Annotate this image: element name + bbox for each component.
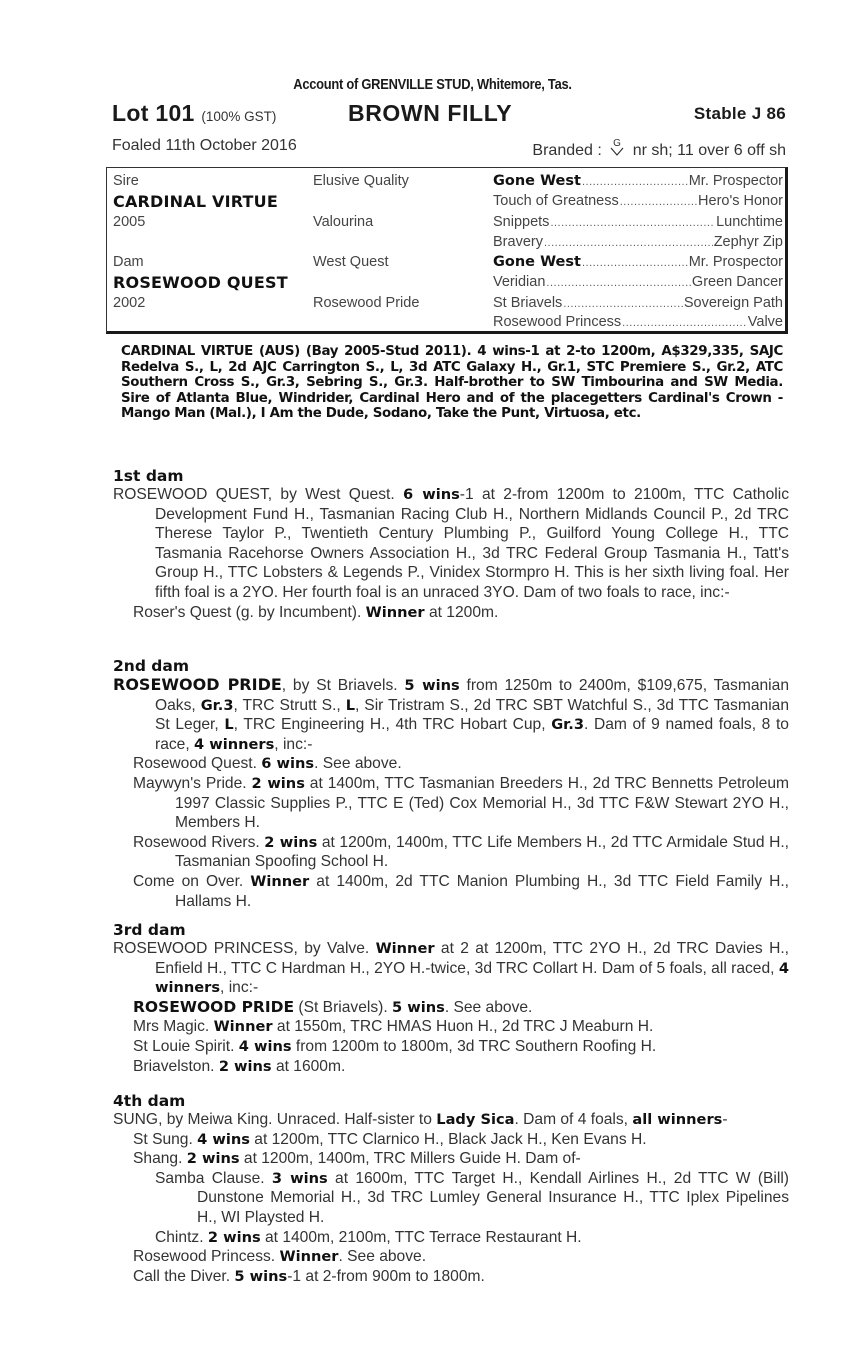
winners: all winners bbox=[632, 1111, 723, 1128]
text: at 1200m. bbox=[424, 603, 499, 621]
progeny-item bbox=[113, 998, 789, 1018]
ancestor-left: Gone West bbox=[493, 173, 581, 189]
progeny-name: Rosewood Princess. bbox=[133, 1248, 280, 1266]
text: from 1250m to 2400m, $109,675, Tasmanian Oaks, bbox=[155, 677, 789, 714]
lot-header bbox=[112, 100, 788, 128]
third-dam-section bbox=[113, 920, 789, 1076]
grade: L bbox=[345, 696, 356, 714]
progeny-name: Come on Over. bbox=[133, 872, 251, 890]
ancestor-right: Lunchtime bbox=[716, 214, 783, 230]
progeny-item bbox=[113, 1267, 789, 1287]
wins: 3 wins bbox=[271, 1169, 328, 1187]
section-heading: 3rd dam bbox=[113, 921, 186, 939]
ancestor-right: Sovereign Path bbox=[683, 295, 783, 311]
colour-sex: BROWN FILLY bbox=[348, 100, 513, 126]
text: . Dam of 4 foals, bbox=[514, 1111, 633, 1128]
dam-name: SUNG bbox=[113, 1111, 159, 1128]
second-dam-section bbox=[113, 656, 789, 911]
ancestor-left: Snippets bbox=[493, 214, 550, 230]
branded-label: Branded : bbox=[532, 142, 602, 159]
foaled-branded-line bbox=[112, 137, 788, 159]
progeny-name: Rosewood Rivers. bbox=[133, 833, 265, 851]
dam-description bbox=[113, 675, 789, 754]
text: , by St Briavels. bbox=[281, 677, 405, 694]
svg-text:G: G bbox=[613, 138, 622, 149]
grade: Gr.3 bbox=[551, 716, 584, 734]
g-over-v-brand-icon bbox=[608, 137, 626, 157]
ancestor-right: Mr. Prospector bbox=[688, 173, 783, 189]
sire-dam: Valourina bbox=[313, 214, 374, 230]
pedigree-gen3-row bbox=[493, 254, 783, 274]
text: , inc:- bbox=[274, 735, 313, 753]
grand-progeny-item bbox=[113, 1228, 789, 1248]
text: (St Briavels). bbox=[294, 998, 393, 1016]
leader-dots bbox=[582, 176, 688, 188]
text: at 1200m, TTC Clarnico H., Black Jack H., Ken Evans H. bbox=[249, 1130, 647, 1148]
progeny-name: ROSEWOOD PRIDE bbox=[133, 997, 295, 1016]
wins: 5 wins bbox=[234, 1267, 288, 1285]
lot-label: Lot 101 bbox=[112, 100, 195, 126]
dam-name: ROSEWOOD PRINCESS bbox=[113, 940, 294, 957]
text: . See above. bbox=[444, 998, 533, 1016]
text: at 1600m. bbox=[271, 1057, 346, 1075]
leader-dots bbox=[622, 317, 747, 329]
gst-note: (100% GST) bbox=[201, 109, 277, 124]
progeny-name: Mrs Magic. bbox=[133, 1018, 214, 1036]
sire-sire: Elusive Quality bbox=[313, 173, 409, 189]
progeny-item bbox=[113, 1247, 789, 1267]
wins: 6 wins bbox=[403, 486, 460, 503]
first-dam-section bbox=[113, 466, 789, 622]
progeny-name: St Sung. bbox=[133, 1130, 198, 1148]
pedigree-gen3-row bbox=[493, 314, 783, 334]
ancestor-left: Rosewood Princess bbox=[493, 314, 622, 330]
dam-name: ROSEWOOD PRIDE bbox=[113, 675, 282, 694]
progeny-name: Roser's Quest (g. by Incumbent). bbox=[133, 603, 366, 621]
section-heading: 1st dam bbox=[113, 467, 184, 485]
dam-description bbox=[113, 1110, 789, 1130]
wins: 2 wins bbox=[186, 1150, 240, 1168]
wins: Winner bbox=[375, 940, 435, 957]
ancestor-right: Hero's Honor bbox=[698, 193, 783, 209]
progeny-name: Briavelston. bbox=[133, 1057, 219, 1075]
text: at 2 at 1200m, TTC 2YO H., 2d TRC Davies H., Enfield H., TTC C Hardman H., 2YO H.-twice, 3d TRC Collart H. Dam of 5 foals, all raced, bbox=[155, 940, 789, 977]
wins: Winner bbox=[250, 872, 310, 890]
section-heading: 4th dam bbox=[113, 1092, 186, 1110]
grade: Gr.3 bbox=[200, 696, 234, 714]
leader-dots bbox=[550, 217, 715, 229]
wins: 5 wins bbox=[392, 998, 445, 1016]
progeny-item bbox=[113, 603, 789, 623]
sire-label: Sire bbox=[113, 173, 139, 189]
wins: 2 wins bbox=[251, 774, 305, 792]
progeny-name: Samba Clause. bbox=[155, 1169, 272, 1187]
wins: 2 wins bbox=[218, 1057, 272, 1075]
progeny-item bbox=[113, 1037, 789, 1057]
winners: 4 winners bbox=[155, 959, 789, 997]
progeny-item bbox=[113, 1149, 789, 1169]
text: , TRC Strutt S., bbox=[233, 696, 346, 714]
pedigree-gen3-row bbox=[493, 274, 783, 294]
leader-dots bbox=[563, 298, 683, 310]
progeny-name: Maywyn's Pride. bbox=[133, 774, 252, 792]
progeny-name: St Louie Spirit. bbox=[133, 1037, 239, 1055]
pedigree-table bbox=[106, 167, 788, 334]
text: , by Meiwa King. Unraced. Half-sister to bbox=[158, 1111, 437, 1128]
wins: Winner bbox=[365, 603, 425, 621]
dam-description bbox=[113, 485, 789, 603]
wins: 4 wins bbox=[238, 1037, 292, 1055]
winners: 4 winners bbox=[194, 735, 275, 753]
dam-name: ROSEWOOD QUEST bbox=[113, 273, 288, 292]
wins: 4 wins bbox=[197, 1130, 250, 1148]
pedigree-gen3-row bbox=[493, 173, 783, 193]
ancestor-left: Bravery bbox=[493, 234, 543, 250]
pedigree-gen3-row bbox=[493, 214, 783, 234]
ancestor-left: St Briavels bbox=[493, 295, 563, 311]
dam-description bbox=[113, 939, 789, 998]
ancestor-right: Zephyr Zip bbox=[713, 234, 783, 250]
wins: Winner bbox=[213, 1018, 273, 1036]
pedigree-gen3-row bbox=[493, 234, 783, 254]
ancestor-left: Gone West bbox=[493, 254, 581, 270]
text: . See above. bbox=[338, 1248, 427, 1266]
vendor-account: Account of GRENVILLE STUD, Whitemore, Tas. bbox=[293, 76, 572, 93]
text: -1 at 2-from 900m to 1800m. bbox=[287, 1267, 485, 1285]
pedigree-gen3-row bbox=[493, 295, 783, 315]
dam-dam: Rosewood Pride bbox=[313, 295, 420, 311]
lot-number bbox=[112, 100, 276, 127]
wins: 6 wins bbox=[261, 755, 315, 773]
progeny-item bbox=[113, 1017, 789, 1037]
text: at 1200m, 1400m, TTC Life Members H., 2d TTC Armidale Stud H., Tasmanian Spoofing School H. bbox=[175, 833, 790, 871]
leader-dots bbox=[582, 257, 688, 269]
text: at 1400m, 2100m, TTC Terrace Restaurant H. bbox=[260, 1228, 582, 1246]
ancestor-right: Mr. Prospector bbox=[688, 254, 783, 270]
sire-name: CARDINAL VIRTUE bbox=[113, 192, 278, 211]
leader-dots bbox=[546, 277, 691, 289]
text: at 1600m, TTC Target H., Kendall Airlines H., 2d TTC W (Bill) Dunstone Memorial H., 3d TRC Lumley General Insurance H., TTC Iplex Pipelines H., WI Playsted H. bbox=[197, 1169, 789, 1226]
text: - bbox=[722, 1111, 728, 1128]
sire-summary: CARDINAL VIRTUE (AUS) (Bay 2005-Stud 2011). 4 wins-1 at 2-to 1200m, A$329,335, SAJC Redelva S., L, 2d AJC Carrington S., L, 3d ATC Galaxy H., Gr.1, STC Premiere S., Gr.2, ATC Southern Cross S., Gr.3, Sebring S., Gr.3. Half-brother to SW Timbourina and SW Media. Sire of Atlanta Blue, Windrider, Cardinal Hero and of the placegetters Cardinal's Crown - Mango Man (Mal.), I Am the Dude, Sodano, Take the Punt, Virtuosa, etc. bbox=[121, 344, 783, 422]
ancestor-right: Green Dancer bbox=[691, 274, 783, 290]
ancestor-left: Veridian bbox=[493, 274, 546, 290]
progeny-item bbox=[113, 754, 789, 774]
dam-year: 2002 bbox=[113, 295, 146, 311]
text: from 1200m to 1800m, 3d TRC Southern Roofing H. bbox=[291, 1037, 657, 1055]
relative-name: Lady Sica bbox=[436, 1111, 515, 1128]
text: at 1200m, 1400m, TRC Millers Guide H. Dam of- bbox=[239, 1150, 581, 1168]
text: . Dam of 9 named foals, 8 to race, bbox=[155, 716, 789, 753]
leader-dots bbox=[544, 237, 713, 249]
wins: 5 wins bbox=[404, 677, 460, 694]
text: at 1400m, 2d TTC Manion Plumbing H., 3d TTC Field Family H., Hallams H. bbox=[175, 872, 790, 910]
branded-info bbox=[532, 137, 786, 160]
progeny-item bbox=[113, 774, 789, 833]
text: , TRC Engineering H., 4th TRC Hobart Cup, bbox=[233, 716, 552, 734]
progeny-name: Call the Diver. bbox=[133, 1267, 235, 1285]
progeny-name: Rosewood Quest. bbox=[133, 755, 262, 773]
fourth-dam-section bbox=[113, 1091, 789, 1286]
text: -1 at 2-from 1200m to 2100m, TTC Catholic Development Fund H., Tasmanian Racing Club H., Northern Midlands Council P., 2d TRC Therese Taylor P., Twentieth Century Plumbing P., Guilford Young College H., TTC Tasmania Racehorse Owners Association H., 3d TRC Federal Group Tasmania H., Tatt's Group H., TTC Lobsters & Legends P., Vinidex Stormpro H. This is her sixth living foal. Her fifth foal is a 2YO. Her fourth foal is an unraced 3YO. Dam of two foals to race, inc:- bbox=[155, 486, 789, 601]
progeny-name: Shang. bbox=[133, 1150, 187, 1168]
leader-dots bbox=[620, 196, 697, 208]
text: , inc:- bbox=[220, 979, 259, 997]
ancestor-right: Valve bbox=[747, 314, 783, 330]
pedigree-gen3-row bbox=[493, 193, 783, 213]
sire-year: 2005 bbox=[113, 214, 146, 230]
section-heading: 2nd dam bbox=[113, 657, 190, 675]
progeny-item bbox=[113, 833, 789, 872]
branded-text: nr sh; 11 over 6 off sh bbox=[632, 142, 786, 159]
grade: L bbox=[224, 716, 234, 734]
stable-number: Stable J 86 bbox=[693, 104, 786, 123]
grand-progeny-item bbox=[113, 1169, 789, 1228]
dam-sire: West Quest bbox=[313, 254, 389, 270]
wins: 2 wins bbox=[207, 1228, 261, 1246]
progeny-item bbox=[113, 1057, 789, 1077]
text: . See above. bbox=[314, 755, 402, 773]
text: , by Valve. bbox=[293, 940, 376, 957]
dam-name: ROSEWOOD QUEST bbox=[113, 486, 268, 503]
text: , Sir Tristram S., 2d TRC SBT Watchful S., 3d TTC Tasmanian St Leger, bbox=[155, 696, 789, 734]
text: at 1400m, TTC Tasmanian Breeders H., 2d TRC Bennetts Petroleum 1997 Classic Supplies P., TTC E (Ted) Cox Memorial H., 3d TTC F&W Stewart 2YO H., Members H. bbox=[175, 774, 790, 832]
ancestor-left: Touch of Greatness bbox=[493, 193, 619, 209]
dam-label: Dam bbox=[113, 254, 144, 270]
text: at 1550m, TRC HMAS Huon H., 2d TRC J Meaburn H. bbox=[272, 1018, 654, 1036]
progeny-item bbox=[113, 872, 789, 911]
progeny-item bbox=[113, 1130, 789, 1150]
text: , by West Quest. bbox=[267, 486, 403, 503]
progeny-name: Chintz. bbox=[155, 1228, 208, 1246]
foaled-date: Foaled 11th October 2016 bbox=[112, 137, 297, 154]
wins: Winner bbox=[279, 1248, 339, 1266]
wins: 2 wins bbox=[264, 833, 318, 851]
